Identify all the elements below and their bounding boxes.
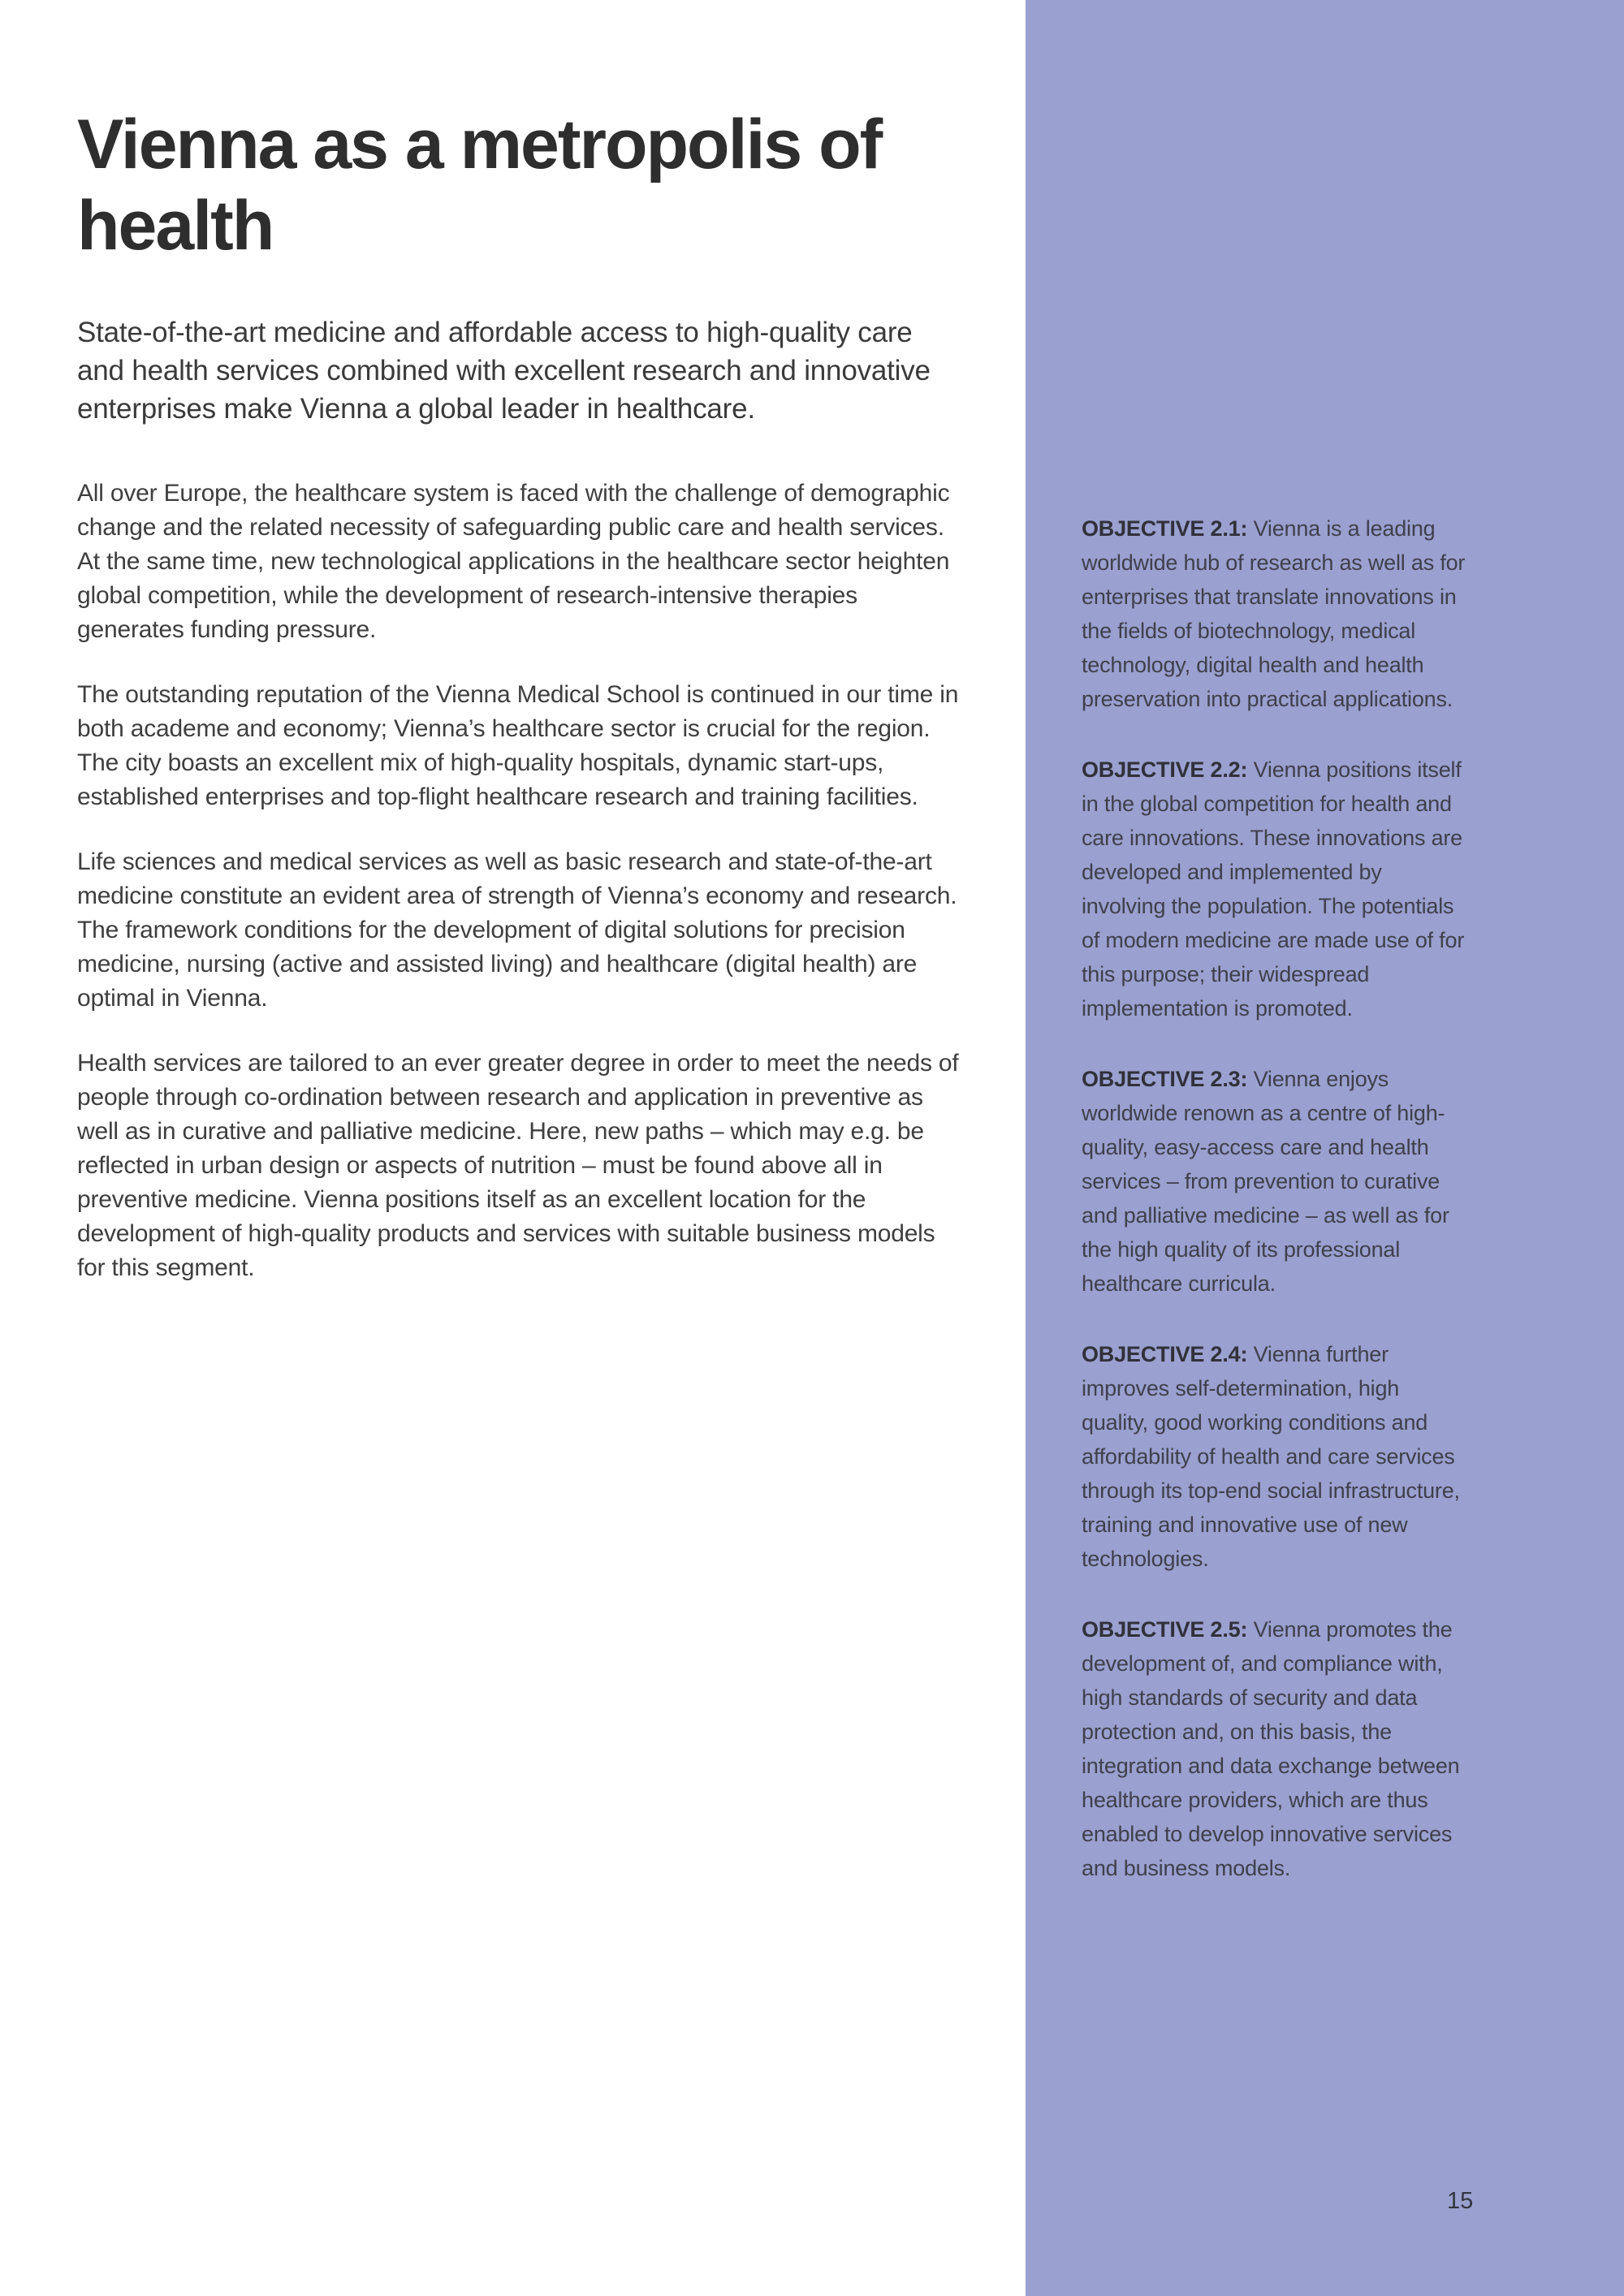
objective-2-5-text: Vienna promotes the development of, and compliance with, high standards of security and data protection and, on this basis, the integration and data exchange between healthcare providers, which are thus enabled to develop innovative services and business models. xyxy=(1082,1617,1460,1880)
objective-2-4-text: Vienna further improves self-determination, high quality, good working conditions and affordability of health and care services through its top-end social infrastructure, training and innovative use of new technologies. xyxy=(1082,1342,1460,1571)
objective-2-5 xyxy=(1082,1612,1470,1885)
body-paragraph-1: All over Europe, the healthcare system is faced with the challenge of demographic change and the related necessity of safeguarding public care and health services. At the same time, new technological applications in the healthcare sector heighten global competition, while the development of research-intensive therapies generates funding pressure. xyxy=(77,480,950,643)
objective-2-1-text: Vienna is a leading worldwide hub of research as well as for enterprises that translate innovations in the fields of biotechnology, medical technology, digital health and health preservation into practical applications. xyxy=(1082,516,1466,711)
objective-2-4-label: OBJECTIVE 2.4: xyxy=(1082,1342,1248,1366)
objective-2-3 xyxy=(1082,1062,1470,1301)
objective-2-2-text: Vienna positions itself in the global competition for health and care innovations. These innovations are developed and implemented by involving the population. The potentials of modern medicine are made use of for this purpose; their widespread implementation is promoted. xyxy=(1082,757,1465,1021)
objective-2-2-label: OBJECTIVE 2.2: xyxy=(1082,757,1248,782)
objective-2-1-label: OBJECTIVE 2.1: xyxy=(1082,516,1248,541)
article-column xyxy=(77,0,966,1285)
objectives-column xyxy=(1082,511,1470,1922)
page-title: Vienna as a metropolis of health xyxy=(77,106,882,265)
body-paragraph-2: The outstanding reputation of the Vienna Medical School is continued in our time in both academe and economy; Vienna’s healthcare sector is crucial for the region. The city boasts an excellent mix of high-quality hospitals, dynamic start-ups, established enterprises and top-flight healthcare research and training facilities. xyxy=(77,681,959,810)
lead-paragraph: State-of-the-art medicine and affordable access to high-quality care and health services combined with excellent research and innovative enterprises make Vienna a global leader in healthcare. xyxy=(77,317,931,425)
objective-2-5-label: OBJECTIVE 2.5: xyxy=(1082,1617,1248,1642)
objective-2-1 xyxy=(1082,511,1470,716)
objective-2-3-text: Vienna enjoys worldwide renown as a centre of high-quality, easy-access care and health services – from prevention to curative and palliative medicine – as well as for the high quality of its professional healthcare curricula. xyxy=(1082,1067,1449,1296)
page-number: 15 xyxy=(1447,2188,1474,2214)
objective-2-4 xyxy=(1082,1337,1470,1576)
objective-2-3-label: OBJECTIVE 2.3: xyxy=(1082,1067,1248,1091)
body-paragraph-3: Life sciences and medical services as well as basic research and state-of-the-art medicine constitute an evident area of strength of Vienna’s economy and research. The framework conditions for the development of digital solutions for precision medicine, nursing (active and assisted living) and healthcare (digital health) are optimal in Vienna. xyxy=(77,848,957,1012)
body-paragraph-4: Health services are tailored to an ever greater degree in order to meet the needs of people through co-ordination between research and application in preventive as well as in curative and palliative medicine. Here, new paths – which may e.g. be reflected in urban design or aspects of nutrition – must be found above all in preventive medicine. Vienna positions itself as an excellent location for the development of high-quality products and services with suitable business models for this segment. xyxy=(77,1050,959,1281)
objective-2-2 xyxy=(1082,753,1470,1025)
